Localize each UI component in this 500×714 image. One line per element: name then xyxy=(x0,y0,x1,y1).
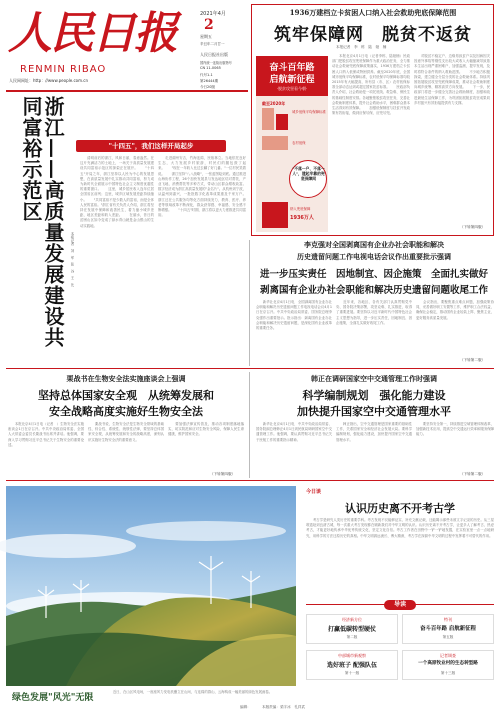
poverty-continued: （下转第四版） xyxy=(460,225,486,229)
li-kicker-2: 历史遗留问题工作电视电话会议作出重要批示强调 xyxy=(297,252,451,261)
hanzheng-body-col-1: 新华社北京4月1日电 中共中央政治局常委、国务院副总理韩正4月1日到民航局调研国家空中交通管理工作。他强调，要认真贯彻习近平总书记关于民航工作的重要指示精神。 xyxy=(256,422,332,442)
hanzheng-headline-1: 科学编制规划 强化能力建设 xyxy=(302,389,446,402)
li-headline-2: 剥离国有企业办社会职能和解决历史遗留问题收尾工作 xyxy=(259,285,488,296)
issue-publisher: 人民日报社出版 xyxy=(200,52,228,57)
footer-text: 本版责编：梁宇冰 孔祥武 xyxy=(262,705,306,709)
chart-bar-2 xyxy=(276,114,288,130)
commentary-section: 今日谈 xyxy=(306,489,322,495)
chart-value: 1936万人 xyxy=(290,215,314,221)
chart-bar-4 xyxy=(262,202,288,228)
lizhanshu-body-col-3: 要加强法律宣传普及，推动各项制度落地落实，切实防范和应对生物安全风险，保障人民生命健康，维护国家安全。 xyxy=(168,422,244,437)
chart-label-2: 城乡低保平均保障标准 xyxy=(292,110,326,114)
divider-vertical-left xyxy=(249,240,250,366)
issue-cn-code: 国内统一连续出版物号 xyxy=(200,61,232,65)
banner-title: 奋斗百年路 xyxy=(269,63,315,73)
commentary-title: 认识历史离不开考古学 xyxy=(345,502,455,515)
masthead-rule xyxy=(6,90,248,92)
landscape-image xyxy=(6,486,296,686)
guide-item-1-tag: 经济新方位 xyxy=(342,617,362,622)
issue-weekday: 星期五 xyxy=(200,34,212,39)
banner-sub: 启航新征程 xyxy=(269,75,315,85)
zhejiang-column-tag: "十四五"，我们这样开局起步 xyxy=(76,140,226,152)
issue-cn-number: CN 11-0065 xyxy=(200,66,221,70)
poverty-headline: 筑牢保障网 脱贫不返贫 xyxy=(274,25,472,45)
hanzheng-body-col-3: 要坚持安全第一，持续推进空域管理体制改革，加强新技术应用，提高空中交通运行效率和服务保障能力。 xyxy=(416,422,494,437)
zhejiang-body-col-1: 清明前后的浙江，风和日丽，春意盎然。在这片充满活力的土地上，一场关于高质量发展建设共同富裕示范区的探索正在展开。 "十四五"开局之年，浙江坚持以人民为中心的发展思想，在高质量发展中扎实推动共同富裕，努力成为新时代全面展示中国特色社会主义制度优越性的重要窗口。 这里，城乡居民收入连年位居全国省区前列；这里，城乡区域发展差距持续缩小。 "共同富裕不是少数人的富裕，而是全体人民的富裕。"浙江省有关负责人介绍，浙江将坚持在发展中保障和改善民生，着力缩小城乡差距、地区差距和收入差距。 在丽水，昔日的贫困山区如今变成了绿水青山就是金山银山的生动实践地。 xyxy=(80,156,154,228)
hanzheng-continued: （下转第二版） xyxy=(460,472,486,476)
poverty-byline: 本报记者 李 栋 陆 娅 楠 xyxy=(336,45,387,49)
lizhanshu-continued: （下转第四版） xyxy=(210,472,236,476)
chart-label-1: 截至2020年 xyxy=(262,101,286,106)
issue-pages: 今日20版 xyxy=(200,85,215,89)
chart-bar-1 xyxy=(262,108,274,130)
chart-bar-3 xyxy=(262,136,288,150)
guide-item-4-title[interactable]: 一个高原牧业村的生态转型路 xyxy=(418,661,478,666)
li-kicker-1: 李克强对全国剥离国有企业办社会职能和解决 xyxy=(304,240,444,249)
lizhanshu-kicker: 栗战书在生物安全法实施座谈会上强调 xyxy=(66,374,186,383)
footer-edit: 编辑： xyxy=(240,705,251,709)
chart-label-3: 农村低保 xyxy=(292,141,306,145)
issue-date-day: 2 xyxy=(204,17,214,33)
masthead-logo: 人民日报 xyxy=(8,8,176,59)
wind-turbine-photo xyxy=(6,486,296,686)
zhejiang-body-col-2: 走进湖州安吉，竹海连绵，民宿林立。当地依托良好生态，大力发展乡村旅游，村民们的腰包鼓了起来。 "现在一年收入比过去翻了好几番。"一位村民笑着说。 浙江坚持"八八战略"，一张蓝图绘到底。通过推进山海协作工程，26个加快发展县与发达地区结对帮扶，产业飞地、消费帮扶等多种方式，带动山区群众增收致富。 数字经济成为浙江高质量发展的"金名片"。从杭州到宁波，从温州到嘉兴，一批批数字化改革成果惠及千家万户。 浙江还在公共服务均等化方面持续发力，教育、医疗、养老等领域改革不断深化，群众获得感、幸福感、安全感不断增强。 "十四五"时期，浙江将以更大力度推进共同富裕。 xyxy=(158,156,253,218)
lizhanshu-headline-2: 安全战略高度实施好生物安全法 xyxy=(49,405,203,418)
masthead-pinyin: RENMIN RIBAO xyxy=(20,64,107,75)
middle-rule xyxy=(6,368,494,369)
poverty-quote: "不落一户、不落一人"，建起牢靠的兜底保障网 xyxy=(292,166,325,181)
li-continued: （下转第二版） xyxy=(460,358,486,362)
guide-item-2-page: 第五版 xyxy=(442,635,454,639)
divider-vertical-mid xyxy=(249,372,250,478)
hanzheng-headline-2: 加快提升国家空中交通管理水平 xyxy=(297,405,451,418)
guide-item-2-title[interactable]: 奋斗百年路 启航新征程 xyxy=(420,626,476,632)
photo-caption-text: 近日，在山区风电场，一座座风力发电机矗立在山间，与连绵的群山、云海构成一幅美丽的绿色发展画卷。 xyxy=(106,690,273,694)
issue-code: 代号1-1 xyxy=(200,73,213,77)
issue-number: 第26444期 xyxy=(200,79,219,83)
zhejiang-vertical-title: 浙江——高质量发展建设共同富裕示范区 xyxy=(19,96,65,348)
poverty-body-col-2: 对脱贫不稳定户、边缘易致贫户以及因病因灾因意外事故等刚性支出较大或收入大幅缩减导致基本生活出现严重困难户，加强监测，提早发现，及时将符合条件的纳入救助范围。 不少地方积极探索，建立健全分层分类的社会救助体系。持续巩固拓展脱贫攻坚兜底保障成果，推动社会救助制度向城乡统筹、精准高效方向发展。 下一步，民政部门将进一步健全完善社会救助制度，加强和改进最低生活保障工作，为巩固拓展脱贫攻坚成果同乡村振兴有效衔接提供有力支撑。 xyxy=(414,54,490,105)
poverty-kicker: 1936万建档立卡贫困人口纳入社会救助兜底保障范围 xyxy=(289,8,457,17)
lizhanshu-headline-1: 坚持总体国家安全观 从统筹发展和 xyxy=(38,389,214,402)
commentary-body: 考古学是研究人类历史的重要学科。考古发现不仅能够证实、补充文献记载，还能揭示那些未被文字记录的历史。从三星堆遗址到良渚古城，每一次重大考古发现都在刷新我们对中华文明的认识。认识历史离不开考古学，让更多人了解考古、热爱考古，才能更好地传承中华优秀传统文化，坚定文化自信。考古工作者在田野中一铲一铲地发掘，在实验室里一点一点地研究，用科学的方法还原历史的真相。中华文明源远流长、博大精深，考古学在探源中华文明的过程中发挥着不可替代的作用。 xyxy=(306,518,494,538)
banner-series: ·脱贫攻坚看今朝· xyxy=(276,86,308,91)
li-body-col-3: 会议指出，要聚焦重点难点问题，加强政策协同，妥善做好职工安置等工作，维护职工合法权益，确保社会稳定，推动国有企业轻装上阵、聚焦主业，更好服务高质量发展。 xyxy=(416,300,494,320)
guide-item-1-title[interactable]: 打赢低碳转型硬仗 xyxy=(327,626,376,633)
guide-item-3-tag: 中部城市新观察 xyxy=(338,653,366,658)
issue-date-year-month: 2021年4月 xyxy=(200,11,226,17)
guide-item-4-page: 第十三版 xyxy=(440,671,456,675)
guide-item-3-page: 第十一版 xyxy=(344,671,360,675)
li-body-col-1: 新华社北京4月1日电 全国剥离国有企业办社会职能和解决历史遗留问题工作电视电话会议4月1日在京召开。中共中央政治局常委、国务院总理李克强作出重要批示。批示指出：剥离国有企业办社会职能和解决历史遗留问题，是深化国有企业改革的重要任务。 xyxy=(256,300,332,331)
chart-label-4: 纳入兜底保障 xyxy=(290,207,311,211)
li-headline-1: 进一步压实责任 因地制宜、因企施策 全面扎实做好 xyxy=(259,269,488,280)
poverty-body-col-1: 本报北京4月1日电（记者李栋、陆娅楠）民政部门把脱贫攻坚兜底保障作为重大政治任务，全力推动社会救助兜底保障政策落实，1936万建档立卡贫困人口纳入低保或特困供养。截至2020年底，全国城市低保平均保障标准，农村低保平均保障标准均较2015年有大幅提高，所有县（市、区）农村低保标准全部动态达到或超过国家扶贫标准。 民政部负责人介绍，社会救助是一项托底线、救急难、保民生的基础性制度安排。各地聚焦脱贫攻坚任务，完善社会救助制度体系，提升社会救助水平，困难群众基本生活得到有效保障。 加强低保制度与扶贫开发政策有效衔接，做到应保尽保、应兜尽兜。 xyxy=(332,54,410,116)
li-body-col-2: 近年来，各地区、各有关部门认真贯彻党中央、国务院决策部署，攻坚克难、扎实推进，取得了重要进展。要坚持以习近平新时代中国特色社会主义思想为指导，进一步压实责任，因地制宜、因企施策，全面扎实做好收尾工作。 xyxy=(336,300,412,325)
masthead-website[interactable]: 人民网网址：http：//www.people.com.cn xyxy=(9,78,89,83)
guide-item-2-tag: 特刊 xyxy=(444,617,452,622)
guide-item-3-title[interactable]: 选好班子 配强队伍 xyxy=(326,662,378,669)
issue-lunar: 辛丑年二月廿一 xyxy=(200,42,225,46)
guide-item-1-page: 第二版 xyxy=(346,635,358,639)
lizhanshu-body-col-1: 本报北京4月1日电（记者 ）生物安全法实施座谈会1日在京召开。中共中央政治局常委、全国人大常委会委员长栗战书出席并讲话。他强调，要深入学习贯彻习近平总书记关于生物安全的重要论述。 xyxy=(8,422,84,447)
lower-rule xyxy=(6,480,494,481)
guide-title: 导读 xyxy=(384,600,416,610)
hanzheng-kicker: 韩正在调研国家空中交通管理工作时强调 xyxy=(311,374,437,383)
photo-caption: 绿色发展"风光"无限 xyxy=(12,693,94,703)
hanzheng-body-col-2: 韩正指出，空中交通管理是国家重要的基础性工作，关系国家安全和经济社会发展大局。要科学编制规划，强化能力建设，加快提升国家空中交通管理水平。 xyxy=(336,422,412,442)
guide-item-4-tag: 记者调查 xyxy=(440,653,456,658)
lizhanshu-body-col-2: 栗战书说，生物安全法是生物安全领域的基础性、综合性、系统性、统领性法律，要坚持总体国家安全观，从统筹发展和安全的战略高度，深刻认识实施好生物安全法的重要意义。 xyxy=(88,422,164,442)
zhejiang-byline: 本报记者 刘 军 张 谷 王 比 xyxy=(70,232,74,287)
